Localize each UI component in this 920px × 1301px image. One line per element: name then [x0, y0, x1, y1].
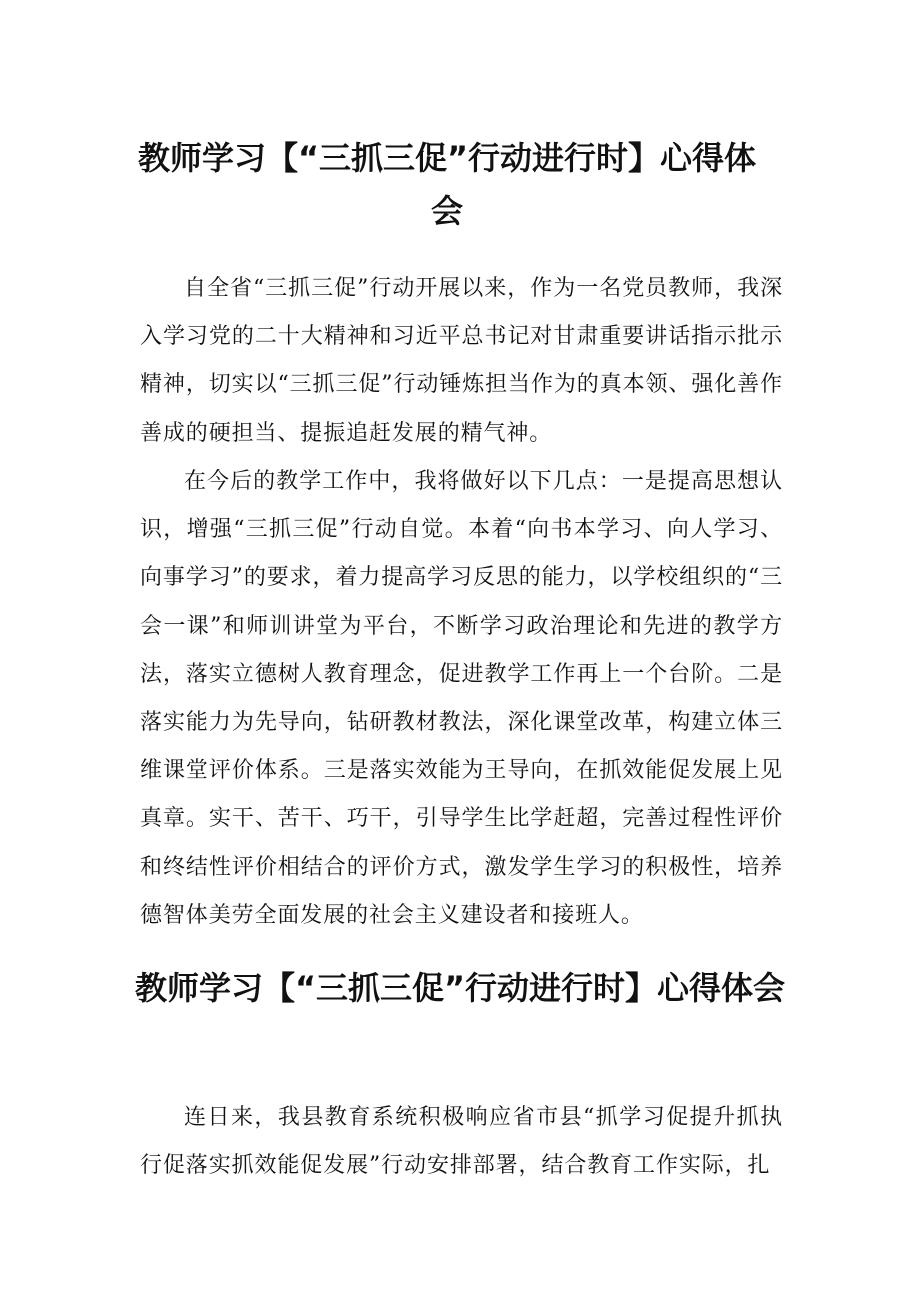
- article-1-title: 教师学习【“三抓三促”行动进行时】心得体会: [137, 139, 757, 230]
- article-2-title: 教师学习【“三抓三促”行动进行时】心得体会: [134, 969, 786, 1007]
- article-2-paragraph-1: 连日来，我县教育系统积极响应省市县“抓学习促提升抓执行促落实抓效能促发展”行动安排部署，结合教育工作实际，扎: [140, 1105, 783, 1179]
- article-1-paragraph-1: 自全省“三抓三促”行动开展以来，作为一名党员教师，我深入学习党的二十大精神和习近平总书记对甘肃重要讲话指示批示精神，切实以“三抓三促”行动锤炼担当作为的真本领、强化善作善成的硬担当、提振追赶发展的精气神。: [140, 276, 783, 446]
- article-1-paragraph-2: 在今后的教学工作中，我将做好以下几点：一是提高思想认识，增强“三抓三促”行动自觉。本着“向书本学习、向人学习、向事学习”的要求，着力提高学习反思的能力，以学校组织的“三会一课”和师训讲堂为平台，不断学习政治理论和先进的教学方法，落实立德树人教育理念，促进教学工作再上一个台阶。二是落实能力为先导向，钻研教材教法，深化课堂改革，构建立体三维课堂评价体系。三是落实效能为王导向，在抓效能促发展上见真章。实干、苦干、巧干，引导学生比学赶超，完善过程性评价和终结性评价相结合的评价方式，激发学生学习的积极性，培养德智体美劳全面发展的社会主义建设者和接班人。: [140, 469, 783, 928]
